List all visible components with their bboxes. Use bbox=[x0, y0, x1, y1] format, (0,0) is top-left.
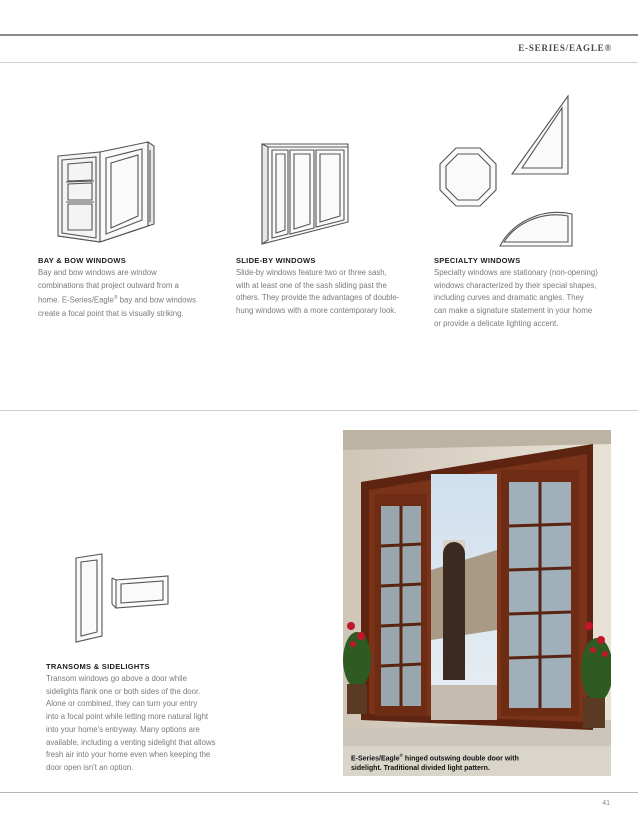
bay-bow-text: Bay and bow windows are window combinations that project outward from a home. E-Series/Eagle® bay and bow windows create a focal point that is visually striking. bbox=[38, 268, 196, 318]
specialty-section bbox=[434, 256, 614, 331]
transoms-text: Transom windows go above a door while sidelights flank one or both sides of the door. Alone or combined, they can turn your entry into a focal point while letting more natural light into your home's entryway. Many options are available, including a venting sidelight that allows fresh air into your home even when keeping the door open isn't an option. bbox=[46, 674, 216, 772]
page-number: 41 bbox=[602, 800, 610, 807]
transoms-heading: TRANSOMS & SIDELIGHTS bbox=[46, 662, 150, 671]
slide-by-text: Slide-by windows feature two or three sash, with at least one of the sash sliding past the others. They provide the advantages of double- hung windows with a more contemporary look. bbox=[236, 268, 400, 316]
bay-bow-section bbox=[38, 256, 218, 320]
transoms-section bbox=[46, 662, 246, 775]
bay-window-illustration bbox=[56, 138, 156, 248]
photo-caption: E-Series/Eagle® hinged outswing double door with sidelight. Traditional divided light pattern. bbox=[351, 753, 519, 773]
slide-by-heading: SLIDE-BY WINDOWS bbox=[236, 256, 316, 265]
transom-sidelight-illustration bbox=[72, 552, 172, 644]
slide-by-section bbox=[236, 256, 416, 318]
section-divider bbox=[0, 410, 638, 411]
specialty-windows-illustration bbox=[438, 90, 578, 250]
door-photo bbox=[343, 430, 611, 776]
specialty-text: Specialty windows are stationary (non-opening) windows characterized by their special shapes, including curves and dramatic angles. They can make a signature statement in your home or provide a delicate lighting accent. bbox=[434, 268, 598, 328]
bay-bow-heading: BAY & BOW WINDOWS bbox=[38, 256, 127, 265]
series-title: E-SERIES/EAGLE® bbox=[518, 43, 612, 53]
header-divider bbox=[0, 62, 638, 63]
top-rule bbox=[0, 34, 638, 36]
slide-by-window-illustration bbox=[258, 138, 354, 248]
footer-rule bbox=[0, 792, 638, 793]
specialty-heading: SPECIALTY WINDOWS bbox=[434, 256, 521, 265]
